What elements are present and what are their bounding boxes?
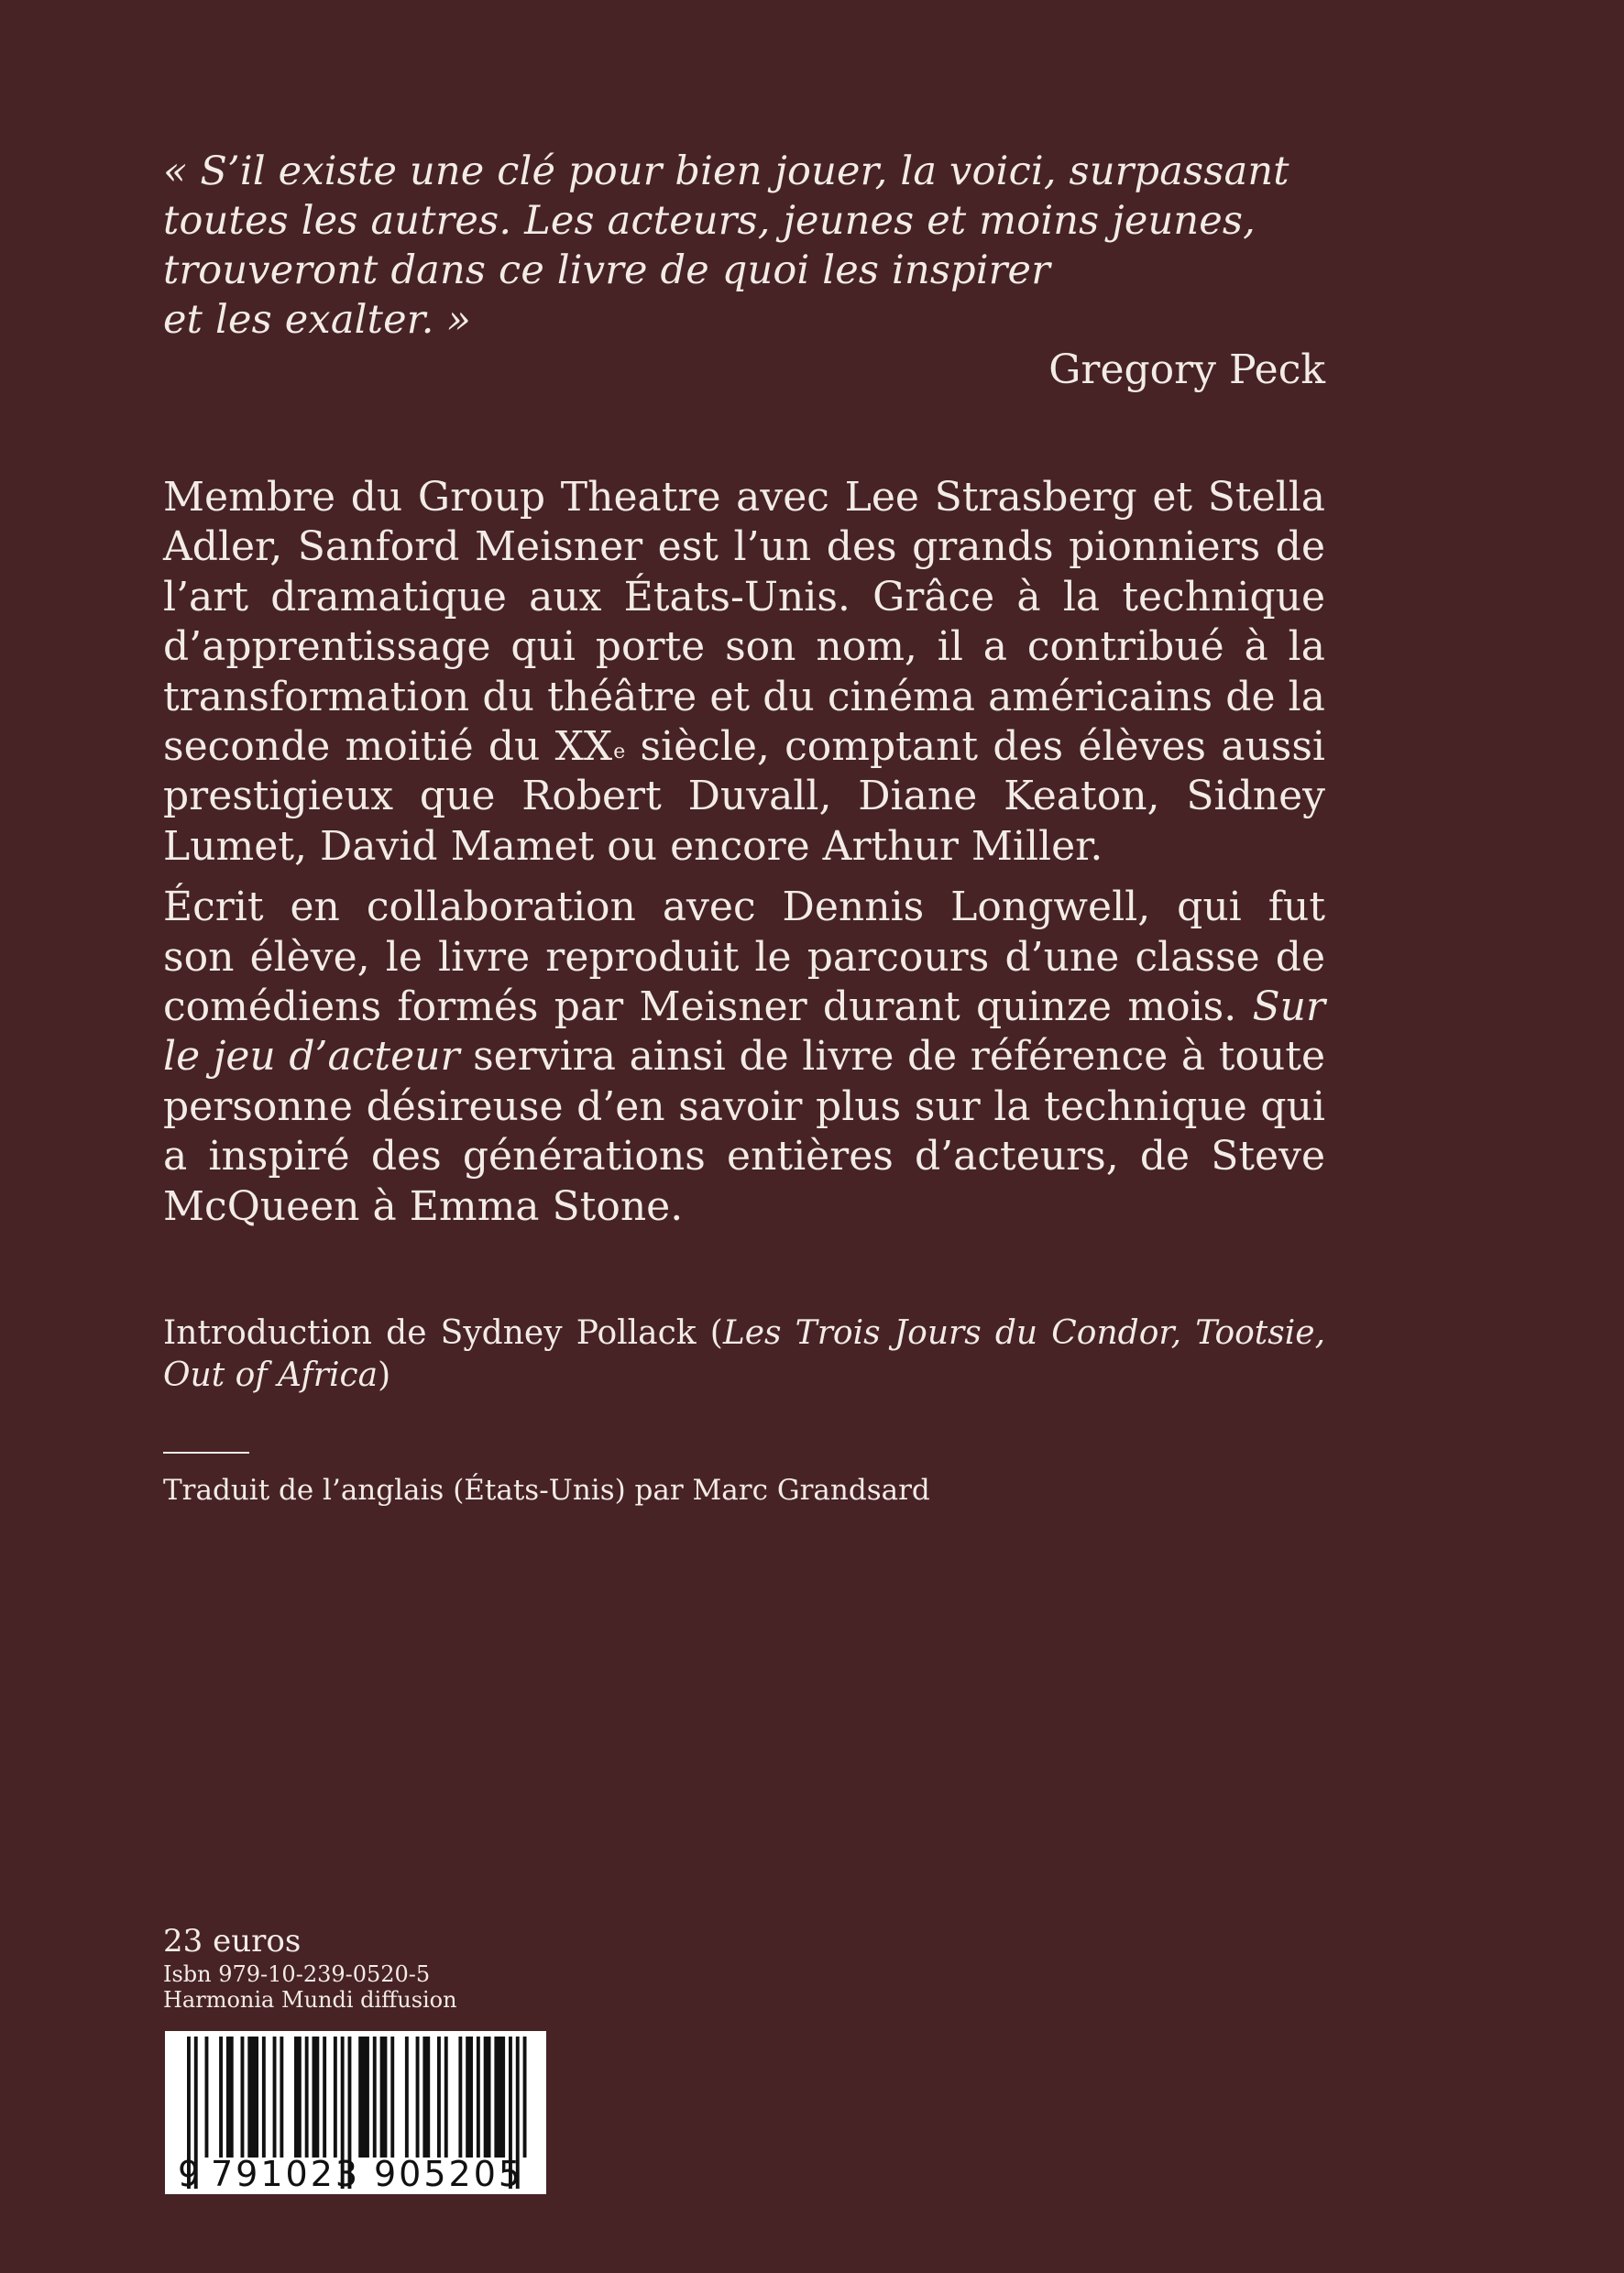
description-line: a inspiré des générations entières d’acteurs, de Steve: [163, 1133, 1325, 1180]
barcode-bar: [280, 2037, 283, 2158]
introduction-line: [163, 1312, 1325, 1355]
book-title-italic: le jeu d’acteur: [163, 1033, 460, 1081]
barcode-bar: [494, 2037, 505, 2158]
barcode-bar: [334, 2037, 337, 2158]
barcode-bar: [416, 2037, 420, 2158]
description-line: personne désireuse d’en savoir plus sur la technique qui: [163, 1082, 1325, 1130]
description-line: Lumet, David Mamet ou encore Arthur Miller.: [163, 822, 1103, 870]
barcode-bar: [458, 2037, 462, 2158]
barcode-bar: [323, 2037, 326, 2158]
barcode-bar: [444, 2037, 448, 2158]
barcode-bar: [380, 2037, 388, 2158]
testimonial-quote: [163, 147, 1325, 345]
introduction-prefix: Introduction de Sydney Pollack (: [163, 1314, 723, 1353]
barcode-bar: [373, 2037, 377, 2158]
introduction-line: [163, 1355, 1325, 1397]
quote-line: trouveront dans ce livre de quoi les inspirer: [163, 247, 1050, 293]
description-fragment: servira ainsi de livre de référence à toute: [459, 1033, 1325, 1081]
description-paragraph-1: [163, 473, 1325, 872]
description-line: [163, 1032, 1325, 1082]
introduction-credit: [163, 1312, 1325, 1397]
barcode-bar: [205, 2037, 209, 2158]
price-block: [163, 1921, 621, 2013]
cover-text-column: [163, 147, 1325, 1509]
barcode-bar: [294, 2037, 302, 2158]
barcode-bar: [247, 2037, 258, 2158]
introduction-films: Les Trois Jours du Condor, Tootsie,: [722, 1314, 1326, 1353]
description-line: [163, 983, 1325, 1032]
description-fragment: siècle, comptant des élèves aussi: [625, 723, 1325, 771]
translator-credit: Traduit de l’anglais (États-Unis) par Marc Grandsard: [163, 1474, 930, 1508]
description-line: Adler, Sanford Meisner est l’un des grands pionniers de: [163, 523, 1325, 571]
description-line: [163, 722, 1325, 772]
barcode-bar: [422, 2037, 430, 2158]
barcode-bar: [241, 2037, 245, 2158]
description-line: Membre du Group Theatre avec Lee Strasberg et Stella: [163, 474, 1325, 521]
description-line: d’apprentissage qui porte son nom, il a contribué à la: [163, 623, 1325, 671]
barcode-digit-group-1: 791023: [211, 2154, 361, 2194]
barcode-bar: [226, 2037, 234, 2158]
introduction-films: Out of Africa: [163, 1356, 379, 1395]
quote-line: toutes les autres. Les acteurs, jeunes et moins jeunes,: [163, 198, 1256, 244]
barcode-digits: [165, 2156, 546, 2192]
introduction-suffix: ): [378, 1356, 391, 1395]
isbn: Isbn 979-10-239-0520-5: [163, 1961, 431, 1987]
barcode-bar: [477, 2037, 480, 2158]
barcode-bar: [305, 2037, 309, 2158]
quote-author: Gregory Peck: [1048, 346, 1325, 393]
description-line: Écrit en collaboration avec Dennis Longwell, qui fut: [163, 884, 1325, 931]
barcode-bar: [484, 2037, 491, 2158]
description-line: l’art dramatique aux États-Unis. Grâce à la technique: [163, 573, 1325, 620]
barcode-bar: [405, 2037, 409, 2158]
quote-line: « S’il existe une clé pour bien jouer, la voici, surpassant: [163, 148, 1289, 194]
barcode-bar: [262, 2037, 266, 2158]
description-paragraph-2: [163, 883, 1325, 1232]
barcode-bar: [358, 2037, 369, 2158]
divider-rule: [163, 1452, 249, 1454]
barcode-bar: [390, 2037, 394, 2158]
barcode-lead-digit: 9: [178, 2154, 201, 2194]
barcode-bar: [466, 2037, 473, 2158]
barcode-bar: [273, 2037, 277, 2158]
century-superscript: e: [613, 741, 626, 764]
barcode-bar: [313, 2037, 320, 2158]
book-title-italic: Sur: [1252, 983, 1325, 1031]
barcode-bar: [219, 2037, 223, 2158]
description-line: transformation du théâtre et du cinéma américains de la: [163, 673, 1325, 720]
book-description: [163, 473, 1325, 1232]
description-line: McQueen à Emma Stone.: [163, 1182, 684, 1230]
barcode-bar: [523, 2037, 527, 2158]
description-line: prestigieux que Robert Duvall, Diane Keaton, Sidney: [163, 773, 1325, 820]
description-line: son élève, le livre reproduit le parcours d’une classe de: [163, 933, 1325, 981]
barcode-digit-group-2: 905205: [374, 2154, 524, 2194]
description-fragment: seconde moitié du XX: [163, 723, 613, 771]
price: 23 euros: [163, 1923, 302, 1960]
description-fragment: comédiens formés par Meisner durant quinze mois.: [163, 983, 1253, 1031]
barcode: [165, 2031, 546, 2194]
distributor: Harmonia Mundi diffusion: [163, 1987, 457, 2013]
barcode-bar: [437, 2037, 441, 2158]
quote-line: et les exalter. »: [163, 297, 472, 343]
